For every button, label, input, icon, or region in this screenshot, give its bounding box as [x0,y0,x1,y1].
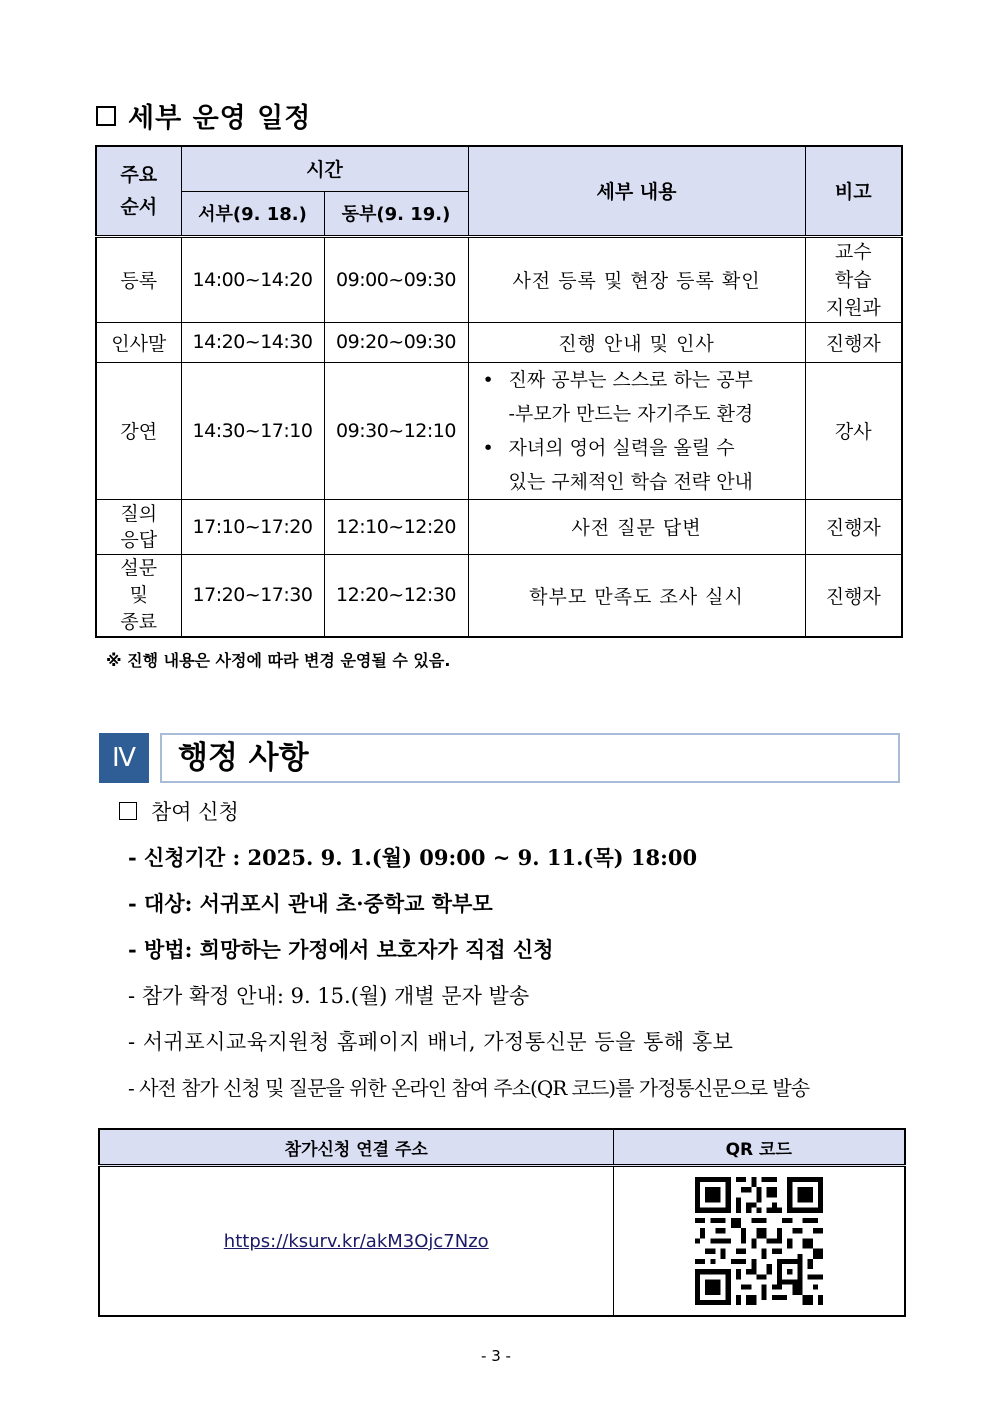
header-west: 서부(9. 18.) [181,191,324,236]
list-item: • 진짜 공부는 스스로 하는 공부 [483,363,797,397]
list-item-continuation: -부모가 만드는 자기주도 환경 [508,402,754,425]
cell-qr-code [613,1166,905,1317]
section-title-text: 세부 운영 일정 [128,103,312,134]
subheading [119,796,239,826]
table-row [96,499,902,554]
qr-code-icon[interactable] [695,1177,823,1305]
cell-note: 진행자 [805,499,902,554]
cell-order: 질의 응답 [96,499,181,554]
header-time: 시간 [181,146,468,191]
table-row [96,554,902,637]
cell-content: 진행 안내 및 인사 [468,322,805,362]
cell-content: 사전 등록 및 현장 등록 확인 [468,236,805,322]
cell-west-time: 14:00~14:20 [181,236,324,322]
bullet-icon: • [482,368,494,391]
footnote: ※ 진행 내용은 사정에 따라 변경 운영될 수 있음. [106,651,451,670]
section-numeral-badge: Ⅳ [99,733,149,783]
header-east: 동부(9. 19.) [324,191,468,236]
table-row [96,322,902,362]
page-number: - 3 - [481,1347,511,1365]
checkbox-square-icon [96,106,116,126]
cell-order: 설문 및 종료 [96,554,181,637]
cell-order: 인사말 [96,322,181,362]
section-title [96,96,311,135]
list-item-continuation: 있는 구체적인 학습 전략 안내 [508,470,753,493]
header-note: 비고 [805,146,902,236]
list-item-online-address: - 사전 참가 신청 및 질문을 위한 온라인 참여 주소(QR 코드)를 가정통신문으로 발송 [128,1076,810,1100]
signup-link-table [98,1128,906,1317]
cell-note: 강사 [805,362,902,499]
checkbox-square-icon [119,802,137,820]
table-row [96,236,902,322]
cell-order: 등록 [96,236,181,322]
list-item-confirmation: - 참가 확정 안내: 9. 15.(월) 개별 문자 발송 [128,984,530,1008]
subheading-text: 참여 신청 [151,800,239,824]
header-qr-code: QR 코드 [613,1129,905,1166]
cell-content: 학부모 만족도 조사 실시 [468,554,805,637]
cell-west-time: 14:30~17:10 [181,362,324,499]
cell-note: 교수 학습 지원과 [805,236,902,322]
application-info-list [128,842,928,1118]
header-content: 세부 내용 [468,146,805,236]
list-item-method: - 방법: 희망하는 가정에서 보호자가 직접 신청 [128,937,554,962]
list-item-promotion: - 서귀포시교육지원청 홈페이지 배너, 가정통신문 등을 통해 홍보 [128,1030,734,1054]
cell-west-time: 17:20~17:30 [181,554,324,637]
cell-east-time: 09:00~09:30 [324,236,468,322]
cell-east-time: 12:20~12:30 [324,554,468,637]
cell-order: 강연 [96,362,181,499]
list-item-period: - 신청기간 : 2025. 9. 1.(월) 09:00 ~ 9. 11.(목) 18:00 [128,845,698,870]
cell-east-time: 09:30~12:10 [324,362,468,499]
cell-east-time: 09:20~09:30 [324,322,468,362]
header-order: 주요 순서 [96,146,181,236]
signup-url-link[interactable]: https://ksurv.kr/akM3Ojc7Nzo [223,1230,489,1252]
cell-west-time: 14:20~14:30 [181,322,324,362]
section-title-text: 행정 사항 [178,740,309,776]
cell-note: 진행자 [805,322,902,362]
lecture-topic-list [469,363,805,499]
cell-note: 진행자 [805,554,902,637]
cell-west-time: 17:10~17:20 [181,499,324,554]
cell-east-time: 12:10~12:20 [324,499,468,554]
header-signup-link: 참가신청 연결 주소 [99,1129,613,1166]
list-item: • 자녀의 영어 실력을 올릴 수 [483,431,797,465]
schedule-table [95,145,903,638]
bullet-icon: • [482,436,494,459]
table-row [96,362,902,499]
cell-signup-link [99,1166,613,1317]
cell-content-list [468,362,805,499]
cell-content: 사전 질문 답변 [468,499,805,554]
list-item-target: - 대상: 서귀포시 관내 초·중학교 학부모 [128,891,493,916]
